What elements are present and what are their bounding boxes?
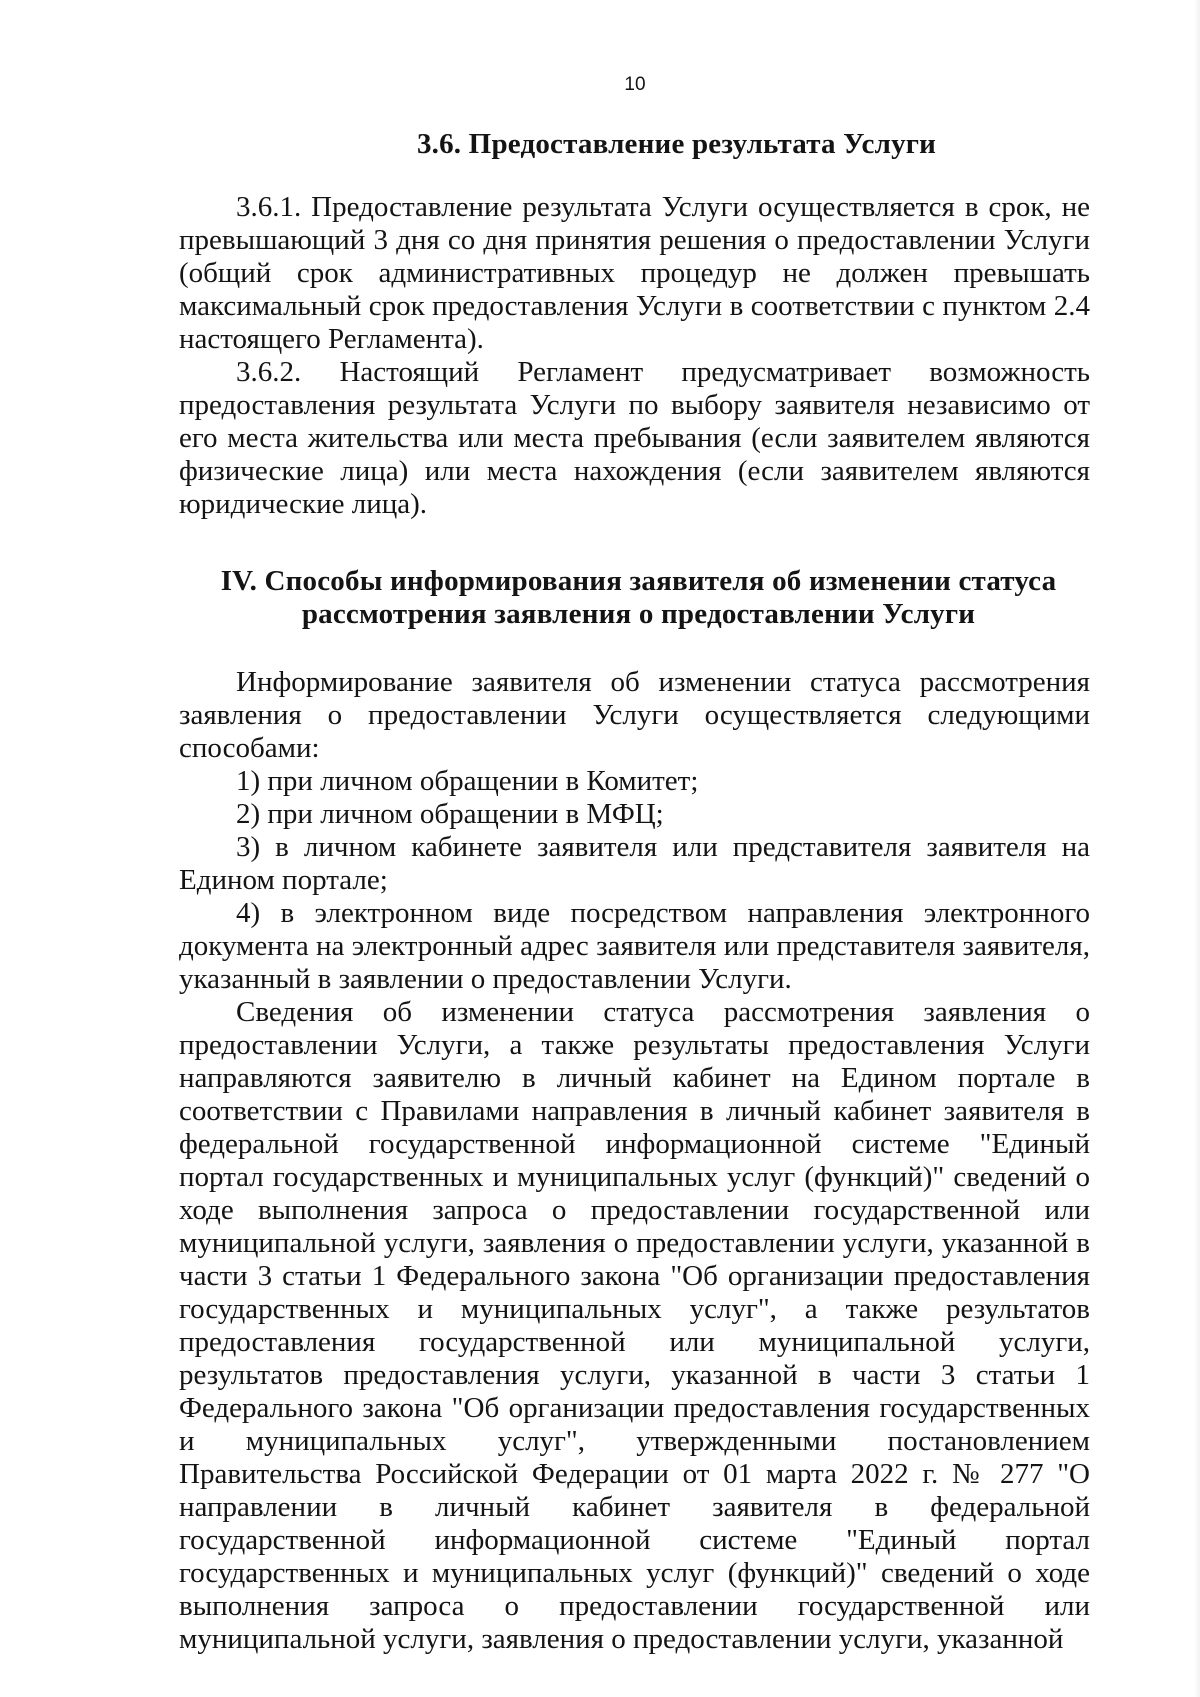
list-item-3: 3) в личном кабинете заявителя или представителя заявителя на Едином портале; — [179, 831, 1090, 896]
section-4-intro: Информирование заявителя об изменении статуса рассмотрения заявления о предоставлении Услуги осуществляется следующими способами: — [179, 666, 1090, 764]
scan-edge-shadow — [1194, 0, 1200, 1697]
paragraph-3-6-1: 3.6.1. Предоставление результата Услуги осуществляется в срок, не превышающий 3 дня со дня принятия решения о предоставлении Услуги (общий срок административных процедур не должен превышать максимальный срок предоставления Услуги в соответствии с пунктом 2.4 настоящего Регламента). — [179, 191, 1090, 355]
section-4-title-line-2: рассмотрения заявления о предоставлении Услуги — [301, 598, 976, 630]
list-item-4: 4) в электронном виде посредством направления электронного документа на электронный адрес заявителя или представителя заявителя, указанный в заявлении о предоставлении Услуги. — [179, 897, 1090, 995]
page-number: 10 — [624, 74, 646, 95]
section-4-title — [179, 565, 1090, 631]
page-content — [179, 128, 1090, 1656]
paragraph-3-6-2: 3.6.2. Настоящий Регламент предусматривает возможность предоставления результата Услуги по выбору заявителя независимо от его места жительства или места пребывания (если заявителем являются физические лица) или места нахождения (если заявителем являются юридические лица). — [179, 356, 1090, 520]
section-4-closing-paragraph: Сведения об изменении статуса рассмотрения заявления о предоставлении Услуги, а также результаты предоставления Услуги направляются заявителю в личный кабинет на Едином портале в соответствии с Правилами направления в личный кабинет заявителя в федеральной государственной информационной системе "Единый портал государственных и муниципальных услуг (функций)" сведений о ходе выполнения запроса о предоставлении государственной или муниципальной услуги, заявления о предоставлении услуги, указанной в части 3 статьи 1 Федерального закона "Об организации предоставления государственных и муниципальных услуг", а также результатов предоставления государственной или муниципальной услуги, результатов предоставления услуги, указанной в части 3 статьи 1 Федерального закона "Об организации предоставления государственных и муниципальных услуг", утвержденными постановлением Правительства Российской Федерации от 01 марта 2022 г. № 277 "О направлении в личный кабинет заявителя в федеральной государственной информационной системе "Единый портал государственных и муниципальных услуг (функций)" сведений о ходе выполнения запроса о предоставлении государственной или муниципальной услуги, заявления о предоставлении услуги, указанной — [179, 996, 1090, 1655]
section-3-6-title: 3.6. Предоставление результата Услуги — [416, 128, 937, 160]
list-item-2: 2) при личном обращении в МФЦ; — [236, 798, 664, 830]
section-4-title-line-1: IV. Способы информирования заявителя об изменении статуса — [220, 565, 1057, 597]
list-item-1: 1) при личном обращении в Комитет; — [236, 765, 699, 797]
